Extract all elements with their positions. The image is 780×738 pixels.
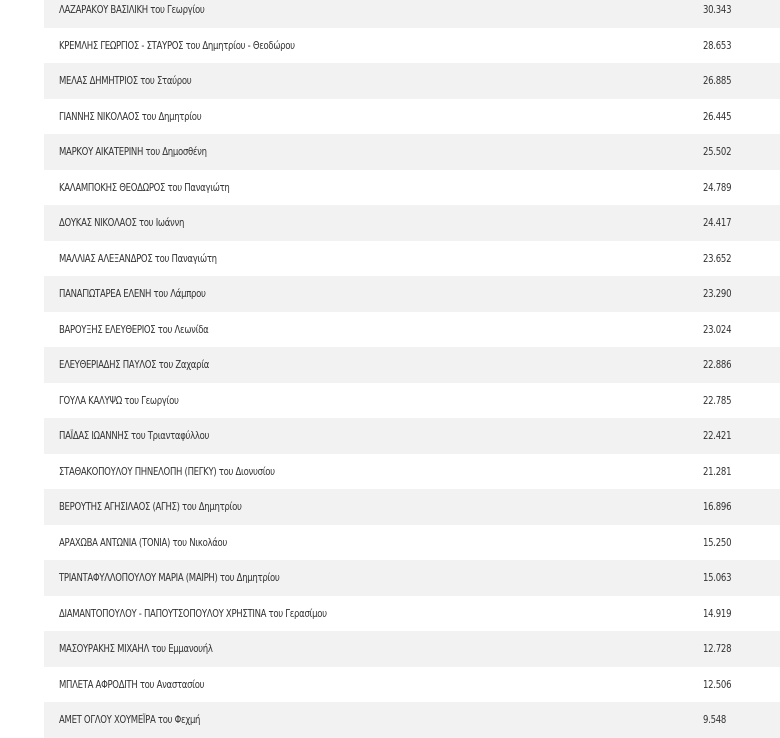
candidate-votes: 30.343: [703, 3, 732, 16]
candidate-name: ΕΛΕΥΘΕΡΙΑΔΗΣ ΠΑΥΛΟΣ του Ζαχαρία: [59, 358, 210, 371]
candidate-name: ΒΑΡΟΥΞΗΣ ΕΛΕΥΘΕΡΙΟΣ του Λεωνίδα: [59, 322, 209, 336]
candidate-name: ΔΙΑΜΑΝΤΟΠΟΥΛΟΥ - ΠΑΠΟΥΤΣΟΠΟΥΛΟΥ ΧΡΗΣΤΙΝΑ του Γερασίμου: [59, 606, 327, 620]
candidate-name: ΓΟΥΛΑ ΚΑΛΥΨΩ του Γεωργίου: [59, 393, 179, 407]
candidate-votes: 16.896: [703, 500, 732, 513]
candidate-votes: 25.502: [703, 145, 732, 158]
candidate-name: ΣΤΑΘΑΚΟΠΟΥΛΟΥ ΠΗΝΕΛΟΠΗ (ΠΕΓΚΥ) του Διονυσίου: [59, 464, 275, 478]
candidate-votes: 21.281: [703, 464, 732, 478]
table-row: [44, 454, 780, 490]
results-table: [44, 0, 780, 738]
candidate-name: ΜΠΛΕΤΑ ΑΦΡΟΔΙΤΗ του Αναστασίου: [59, 677, 205, 691]
candidate-votes: 23.024: [703, 322, 732, 336]
table-row: [44, 418, 780, 454]
candidate-name: ΚΑΛΑΜΠΟΚΗΣ ΘΕΟΔΩΡΟΣ του Παναγιώτη: [59, 180, 230, 194]
candidate-name: ΠΑΝΑΓΙΩΤΑΡΕΑ ΕΛΕΝΗ του Λάμπρου: [59, 287, 206, 300]
table-row: [44, 28, 780, 64]
table-row: [44, 631, 780, 667]
candidate-votes: 28.653: [703, 38, 732, 52]
candidate-name: ΠΑΪΔΑΣ ΙΩΑΝΝΗΣ του Τριανταφύλλου: [59, 429, 210, 442]
table-row: [44, 205, 780, 241]
candidate-votes: 12.506: [703, 677, 732, 691]
candidate-votes: 22.785: [703, 393, 732, 407]
candidate-votes: 9.548: [703, 713, 727, 726]
candidate-votes: 23.290: [703, 287, 732, 300]
candidate-name: ΓΙΑΝΝΗΣ ΝΙΚΟΛΑΟΣ του Δημητρίου: [59, 109, 202, 123]
table-row: [44, 702, 780, 738]
table-row: [44, 276, 780, 312]
table-row: [44, 134, 780, 170]
candidate-votes: 23.652: [703, 251, 732, 265]
candidate-votes: 15.063: [703, 571, 732, 584]
table-row: [44, 667, 780, 703]
candidate-votes: 22.886: [703, 358, 732, 371]
table-row: [44, 241, 780, 277]
candidate-name: ΔΟΥΚΑΣ ΝΙΚΟΛΑΟΣ του Ιωάννη: [59, 216, 185, 229]
candidate-votes: 24.789: [703, 180, 732, 194]
candidate-votes: 24.417: [703, 216, 732, 229]
candidate-name: ΤΡΙΑΝΤΑΦΥΛΛΟΠΟΥΛΟΥ ΜΑΡΙΑ (ΜΑΙΡΗ) του Δημητρίου: [59, 571, 280, 584]
table-row: [44, 560, 780, 596]
table-row: [44, 347, 780, 383]
table-row: [44, 489, 780, 525]
table-row: [44, 596, 780, 632]
candidate-name: ΜΕΛΑΣ ΔΗΜΗΤΡΙΟΣ του Σταύρου: [59, 74, 192, 87]
candidate-name: ΜΑΛΛΙΑΣ ΑΛΕΞΑΝΔΡΟΣ του Παναγιώτη: [59, 251, 217, 265]
table-row: [44, 0, 780, 28]
candidate-name: ΑΜΕΤ ΟΓΛΟΥ ΧΟΥΜΕΪΡΑ του Φεχμή: [59, 713, 201, 726]
candidate-votes: 14.919: [703, 606, 732, 620]
candidate-name: ΜΑΣΟΥΡΑΚΗΣ ΜΙΧΑΗΛ του Εμμανουήλ: [59, 642, 213, 655]
table-row: [44, 170, 780, 206]
candidate-votes: 26.445: [703, 109, 732, 123]
candidate-votes: 22.421: [703, 429, 732, 442]
candidate-name: ΛΑΖΑΡΑΚΟΥ ΒΑΣΙΛΙΚΗ του Γεωργίου: [59, 3, 205, 16]
table-row: [44, 312, 780, 348]
candidate-votes: 26.885: [703, 74, 732, 87]
table-row: [44, 99, 780, 135]
table-row: [44, 63, 780, 99]
candidate-name: ΑΡΑΧΩΒΑ ΑΝΤΩΝΙΑ (ΤΟΝΙΑ) του Νικολάου: [59, 535, 228, 549]
candidate-name: ΒΕΡΟΥΤΗΣ ΑΓΗΣΙΛΑΟΣ (ΑΓΗΣ) του Δημητρίου: [59, 500, 242, 513]
candidate-name: ΚΡΕΜΛΗΣ ΓΕΩΡΓΙΟΣ - ΣΤΑΥΡΟΣ του Δημητρίου - Θεοδώρου: [59, 38, 295, 52]
table-row: [44, 525, 780, 561]
candidate-votes: 12.728: [703, 642, 732, 655]
candidate-votes: 15.250: [703, 535, 732, 549]
table-row: [44, 383, 780, 419]
candidate-name: ΜΑΡΚΟΥ ΑΙΚΑΤΕΡΙΝΗ του Δημοσθένη: [59, 145, 207, 158]
